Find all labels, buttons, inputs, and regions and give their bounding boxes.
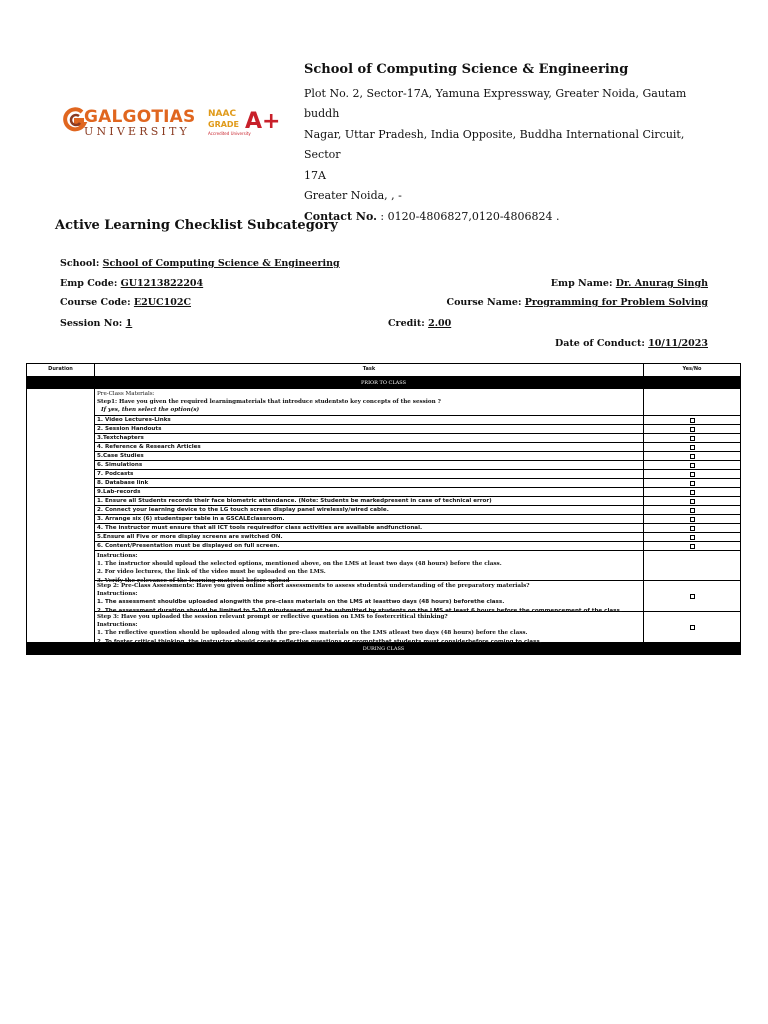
naac-sub-text: Accredited University [208, 131, 251, 136]
emp-name-field [551, 278, 708, 289]
emp-code-value: GU1213822204 [120, 278, 204, 289]
checklist-item [95, 496, 740, 505]
instruction-line: 1. The instructor should upload the selected options, mentioned above, on the LMS at least two days (48 hours) before the class. [97, 561, 502, 568]
date-field [555, 338, 708, 349]
checklist-item [95, 523, 740, 532]
item-label: 5.Ensure all Five or more display screens are switched ON. [95, 533, 644, 541]
emp-code-field [60, 278, 203, 289]
checkbox[interactable] [690, 472, 695, 477]
session-value: 1 [125, 318, 133, 329]
checklist-item [95, 505, 740, 514]
checkbox[interactable] [690, 454, 695, 459]
instruction-line: 2. The assessment duration should be limited to 5-10 minutesand must be submitted by students on the LMS at least 6 hours before the commencement of the class. [97, 607, 622, 614]
yes-no-header: Yes/No [682, 366, 702, 372]
checklist-item [95, 433, 740, 442]
course-name-label: Course Name: [446, 297, 522, 308]
step3-yesno [644, 612, 740, 642]
school-label: School: [60, 258, 100, 269]
checkbox[interactable] [690, 427, 695, 432]
preclass-body [95, 389, 740, 645]
checklist-item [95, 487, 740, 496]
course-code-label: Course Code: [60, 297, 131, 308]
instruction-line: 1. The assessment shouldbe uploaded alongwith the pre-class materials on the LMS at leasttwo days (48 hours) beforethe class. [97, 599, 505, 606]
instruction-line: 1. The reflective question should be uploaded along with the pre-class materials on the LMS atleast two days (48 hours) before the class. [97, 630, 528, 637]
checklist-item [95, 442, 740, 451]
contact-label: Contact No. [304, 209, 377, 223]
checkbox[interactable] [690, 517, 695, 522]
preclass-section [27, 388, 740, 645]
emp-name-label: Emp Name: [550, 278, 613, 289]
school-value: School of Computing Science & Engineering [102, 258, 340, 269]
checkbox[interactable] [690, 508, 695, 513]
session-field [60, 318, 132, 329]
item-label: 1. Video Lectures-Links [95, 416, 644, 424]
course-name-field [447, 297, 708, 308]
school-field [60, 258, 340, 269]
instructions-title: Instructions: [97, 553, 138, 559]
naac-text: NAAC [208, 109, 237, 119]
instruction-line: 2. To foster critical thinking, the instructor should create reflective questions or promptsthat students must considerbefore coming to class. [97, 638, 542, 645]
course-name-value: Programming for Problem Solving [524, 297, 708, 308]
item-label: 4. Reference & Research Articles [95, 443, 644, 451]
step1-row [95, 389, 740, 415]
checklist-item [95, 451, 740, 460]
step1-yesno [644, 389, 740, 415]
checkbox[interactable] [690, 526, 695, 531]
naac-badge [208, 109, 281, 139]
checklist-item [95, 460, 740, 469]
step2-row [95, 580, 740, 614]
instructions-yesno [644, 551, 740, 580]
step2-yesno [644, 581, 740, 611]
checkbox[interactable] [690, 544, 695, 549]
instructions-cell [95, 551, 644, 584]
address-line-1: Plot No. 2, Sector-17A, Yamuna Expressway, Greater Noida, Gautam buddh [304, 86, 687, 120]
contact-line [304, 207, 724, 228]
document-title: Active Learning Checklist Subcategory [55, 218, 338, 233]
checkbox[interactable] [690, 625, 695, 630]
session-label: Session No: [60, 318, 123, 329]
item-label: 6. Simulations [95, 461, 644, 469]
item-label: 3.Textchapters [95, 434, 644, 442]
checklist-item [95, 469, 740, 478]
date-label: Date of Conduct: [554, 338, 645, 349]
logo-galgotias-text: GALGOTIAS [84, 107, 196, 127]
checkbox[interactable] [690, 481, 695, 486]
step3-cell [95, 612, 644, 645]
checklist-item [95, 424, 740, 433]
step2-cell [95, 581, 644, 614]
address-line-2: Nagar, Uttar Pradesh, India Opposite, Buddha International Circuit, Sector [304, 127, 685, 161]
checkbox[interactable] [690, 445, 695, 450]
step1-text: Step1: Have you given the required learningmaterials that introduce studentsto key concepts of the session ? [97, 399, 441, 406]
checklist-item [95, 514, 740, 523]
item-label: 8. Database link [95, 479, 644, 487]
university-logo [62, 106, 281, 140]
item-label: 3. Arrange six (6) studentsper table in a GSCALEclassroom. [95, 515, 644, 523]
address-line-4: Greater Noida, , - [304, 189, 402, 202]
credit-label: Credit: [388, 318, 425, 329]
instruction-line: 2. For video lectures, the link of the video must be uploaded on the LMS. [97, 569, 326, 576]
step1-note: If yes, then select the option(s) [101, 407, 200, 414]
checklist-item [95, 478, 740, 487]
course-code-value: E2UC102C [133, 297, 192, 308]
emp-name-value: Dr. Anurag Singh [615, 278, 708, 289]
address-block [304, 60, 724, 227]
table-header-row [27, 364, 740, 376]
step3-row [95, 611, 740, 645]
credit-value: 2.00 [428, 318, 452, 329]
step1-task [95, 389, 644, 415]
checkbox[interactable] [690, 490, 695, 495]
checkbox[interactable] [690, 436, 695, 441]
naac-aplus-text: A+ [245, 109, 281, 134]
school-heading: School of Computing Science & Engineering [304, 62, 629, 77]
credit-field [388, 318, 451, 329]
prior-to-class-band: PRIOR TO CLASS [27, 376, 740, 388]
step2-instructions-title: Instructions: [97, 591, 138, 598]
item-label: 6. Content/Presentation must be displayed on full screen. [95, 542, 644, 550]
checkbox[interactable] [690, 594, 695, 599]
checklist-item [95, 415, 740, 424]
checkbox[interactable] [690, 535, 695, 540]
checkbox[interactable] [690, 499, 695, 504]
step3-title: Step 3: Have you uploaded the session relevant prompt or reflective question on LMS to fostercritical thinking? [97, 614, 448, 620]
course-code-field [60, 297, 191, 308]
task-header: Task [95, 364, 644, 376]
during-class-band: DURING CLASS [27, 642, 740, 654]
item-label: 5.Case Studies [95, 452, 644, 460]
step2-title: Step 2: Pre-Class Assessments: Have you given online short assessments to assess studentsâ understanding of the preparatory materials? [97, 583, 530, 589]
emp-code-label: Emp Code: [60, 278, 118, 289]
step3-instructions-title: Instructions: [97, 622, 138, 629]
instructions-row [95, 550, 740, 584]
date-value: 10/11/2023 [648, 338, 708, 349]
instruction-line: 3. Verify the relevance of the learning material before upload [97, 577, 290, 584]
item-label: 1. Ensure all Students records their face biometric attendance. (Note: Students be markedpresent in case of technical error) [95, 497, 644, 505]
logo-university-text: UNIVERSITY [84, 125, 190, 138]
item-label: 7. Podcasts [95, 470, 644, 478]
checklist-table [26, 363, 741, 655]
naac-grade-text: GRADE [208, 120, 240, 129]
preclass-title: Pre-Class Materials: [97, 391, 155, 397]
item-label: 2. Connect your learning device to the LG touch screen display panel wirelessly/wired cable. [95, 506, 644, 514]
checkbox[interactable] [690, 418, 695, 423]
duration-cell [27, 389, 95, 642]
contact-value: : 0120-4806827,0120-4806824 . [376, 209, 560, 223]
checklist-item [95, 541, 740, 550]
item-label: 2. Session Handouts [95, 425, 644, 433]
item-label: 4. The instructor must ensure that all ICT tools requiredfor class activities are available andfunctional. [95, 524, 644, 532]
checklist-item [95, 532, 740, 541]
address-line-3: 17A [304, 168, 326, 182]
checkbox[interactable] [690, 463, 695, 468]
duration-header: Duration [27, 364, 95, 376]
item-label: 9.Lab-records [95, 488, 644, 496]
